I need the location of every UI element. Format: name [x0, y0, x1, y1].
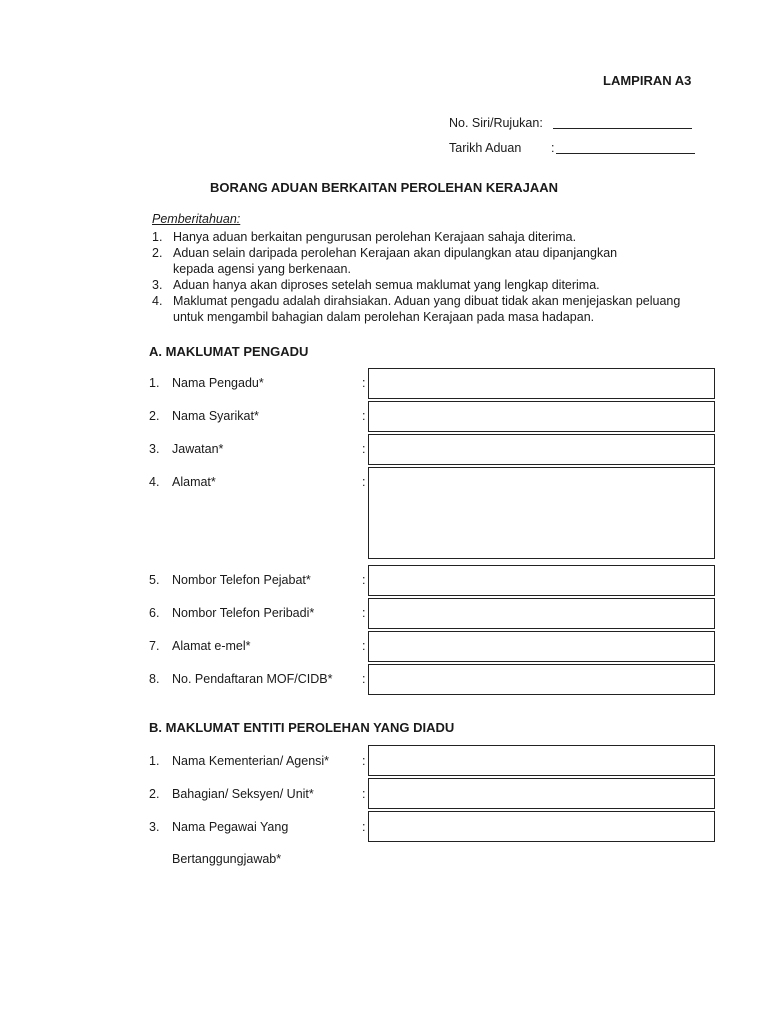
division-unit-field[interactable] [368, 778, 715, 809]
field-label-officer-name [149, 820, 288, 834]
field-number: 1. [149, 754, 160, 768]
field-label-address [149, 475, 216, 489]
field-label-text: Alamat e-mel* [172, 639, 251, 653]
form-title: BORANG ADUAN BERKAITAN PEROLEHAN KERAJAAN [209, 180, 559, 195]
field-label-company-name [149, 409, 259, 423]
field-label-officer-name-line2: Bertanggungjawab* [172, 852, 282, 866]
office-phone-field[interactable] [368, 565, 715, 596]
notice-item-number: 4. [152, 294, 163, 308]
field-label-personal-phone [149, 606, 314, 620]
notice-item-number: 1. [152, 230, 163, 244]
field-colon: : [362, 409, 366, 423]
complaint-date-colon: : [551, 141, 555, 155]
field-label-text: Bahagian/ Seksyen/ Unit* [172, 787, 314, 801]
field-label-division-unit [149, 787, 314, 801]
complaint-date-label: Tarikh Aduan [449, 141, 522, 155]
field-number: 4. [149, 475, 160, 489]
field-label-text: Alamat* [172, 475, 216, 489]
field-number: 7. [149, 639, 160, 653]
field-label-position [149, 442, 223, 456]
complainant-name-field[interactable] [368, 368, 715, 399]
field-number: 3. [149, 442, 160, 456]
field-colon: : [362, 820, 366, 834]
field-label-text: Nama Kementerian/ Agensi* [172, 754, 330, 768]
appendix-label: LAMPIRAN A3 [603, 73, 692, 88]
notice-item [152, 229, 712, 245]
field-colon: : [362, 606, 366, 620]
field-colon: : [362, 442, 366, 456]
field-label-text: Nombor Telefon Peribadi* [172, 606, 315, 620]
field-colon: : [362, 573, 366, 587]
field-number: 5. [149, 573, 160, 587]
notice-item-text: Hanya aduan berkaitan pengurusan perolehan Kerajaan sahaja diterima. [173, 230, 577, 244]
registration-number-field[interactable] [368, 664, 715, 695]
ministry-agency-field[interactable] [368, 745, 715, 776]
field-colon: : [362, 754, 366, 768]
section-b-title: B. MAKLUMAT ENTITI PEROLEHAN YANG DIADU [149, 720, 455, 735]
section-a-title: A. MAKLUMAT PENGADU [149, 344, 309, 359]
field-colon: : [362, 475, 366, 489]
field-label-ministry-agency [149, 754, 329, 768]
field-label-text: Nama Pegawai Yang [172, 820, 289, 834]
field-number: 6. [149, 606, 160, 620]
notice-item [152, 245, 712, 277]
field-label-text: Jawatan* [172, 442, 224, 456]
notice-item-text: Maklumat pengadu adalah dirahsiakan. Aduan yang dibuat tidak akan menjejaskan peluang untuk mengambil bahagian dalam perolehan Kerajaan pada masa hadapan. [173, 294, 681, 324]
field-label-office-phone [149, 573, 311, 587]
notice-item-number: 2. [152, 246, 163, 260]
notice-item-number: 3. [152, 278, 163, 292]
field-label-text: Nombor Telefon Pejabat* [172, 573, 311, 587]
serial-number-field[interactable] [553, 128, 692, 129]
notice-item [152, 277, 712, 293]
field-colon: : [362, 672, 366, 686]
email-field[interactable] [368, 631, 715, 662]
field-label-text: Nama Syarikat* [172, 409, 259, 423]
notice-item [152, 293, 712, 325]
field-colon: : [362, 639, 366, 653]
position-field[interactable] [368, 434, 715, 465]
field-label-registration-number [149, 672, 332, 686]
notice-item-text: Aduan selain daripada perolehan Kerajaan akan dipulangkan atau dipanjangkan kepada agensi yang berkenaan. [173, 246, 618, 276]
personal-phone-field[interactable] [368, 598, 715, 629]
field-label-text: Nama Pengadu* [172, 376, 264, 390]
field-label-text: No. Pendaftaran MOF/CIDB* [172, 672, 333, 686]
complaint-date-field[interactable] [556, 153, 695, 154]
field-colon: : [362, 787, 366, 801]
serial-number-label: No. Siri/Rujukan: [449, 116, 543, 130]
field-number: 2. [149, 787, 160, 801]
notice-item-text: Aduan hanya akan diproses setelah semua maklumat yang lengkap diterima. [173, 278, 600, 292]
field-colon: : [362, 376, 366, 390]
field-number: 1. [149, 376, 160, 390]
field-label-complainant-name [149, 376, 264, 390]
field-number: 3. [149, 820, 160, 834]
officer-name-field[interactable] [368, 811, 715, 842]
company-name-field[interactable] [368, 401, 715, 432]
field-number: 2. [149, 409, 160, 423]
field-label-email [149, 639, 251, 653]
address-field[interactable] [368, 467, 715, 559]
field-number: 8. [149, 672, 160, 686]
notice-heading: Pemberitahuan: [152, 212, 241, 226]
notice-list [152, 229, 712, 325]
